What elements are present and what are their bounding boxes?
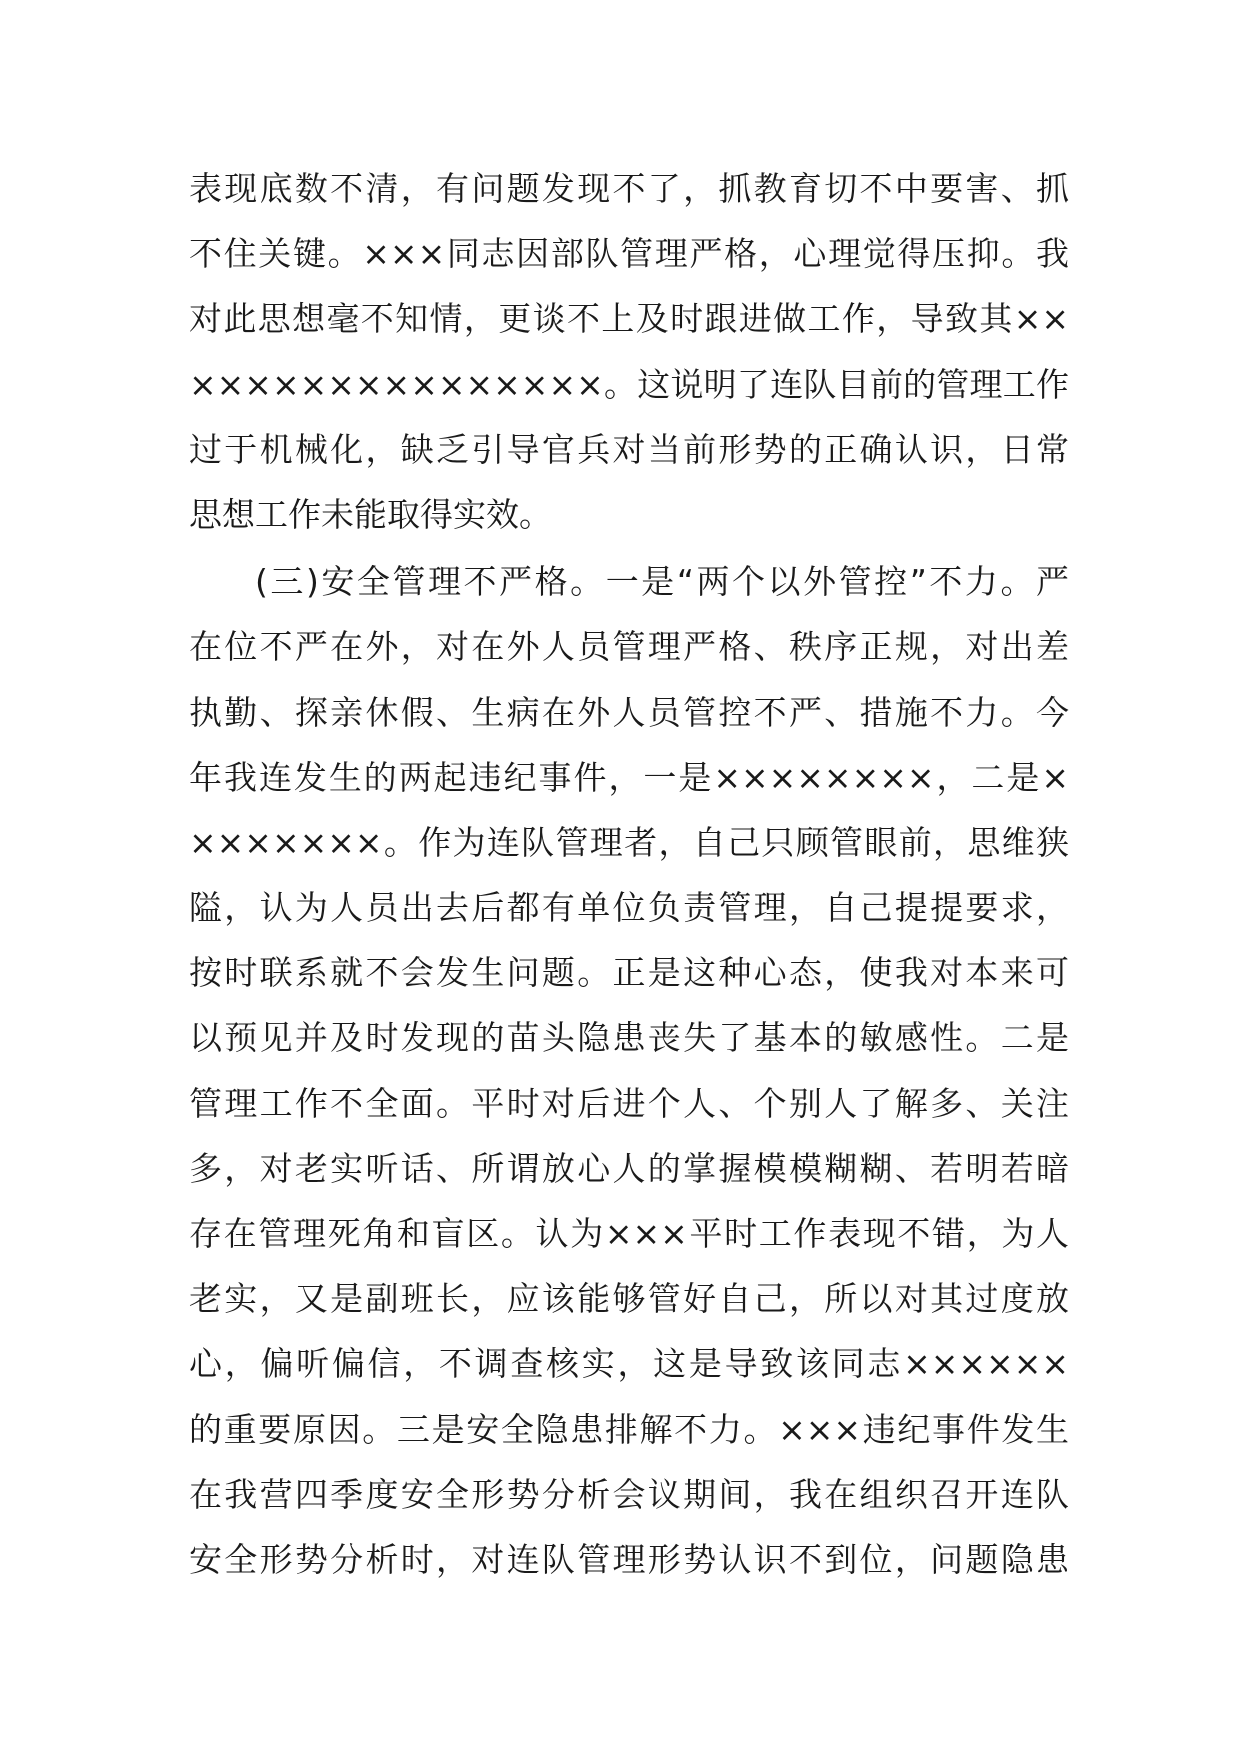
text-line: 不住关键。×××同志因部队管理严格，心理觉得压抑。我 <box>189 234 1069 274</box>
text-line: 安全形势分析时，对连队管理形势认识不到位，问题隐患 <box>189 1539 1069 1579</box>
text-line: 表现底数不清，有问题发现不了，抓教育切不中要害、抓 <box>189 169 1069 208</box>
paragraph-1 <box>189 165 1069 556</box>
paragraph-2 <box>189 558 1069 1601</box>
text-line: 多，对老实听话、所谓放心人的掌握模模糊糊、若明若暗 <box>189 1148 1069 1188</box>
text-line: 老实，又是副班长，应该能够管好自己，所以对其过度放 <box>189 1279 1069 1319</box>
text-line: ×××××××。作为连队管理者，自己只顾管眼前，思维狭 <box>189 822 1069 862</box>
text-line: 的重要原因。三是安全隐患排解不力。×××违纪事件发生 <box>189 1409 1069 1449</box>
text-line: 在位不严在外，对在外人员管理严格、秩序正规，对出差 <box>189 627 1069 667</box>
text-line: 执勤、探亲休假、生病在外人员管控不严、措施不力。今 <box>189 692 1069 732</box>
text-line: ×××××××××××××××。这说明了连队目前的管理工作 <box>189 364 1069 404</box>
text-line: 以预见并及时发现的苗头隐患丧失了基本的敏感性。二是 <box>189 1018 1069 1058</box>
text-line: (三)安全管理不严格。一是“两个以外管控”不力。严 <box>255 562 1069 602</box>
document-body <box>189 165 1069 1601</box>
text-line: 按时联系就不会发生问题。正是这种心态，使我对本来可 <box>189 953 1069 993</box>
text-line: 存在管理死角和盲区。认为×××平时工作表现不错，为人 <box>189 1214 1069 1253</box>
text-line: 对此思想毫不知情，更谈不上及时跟进做工作，导致其×× <box>189 299 1069 339</box>
text-line: 过于机械化，缺乏引导官兵对当前形势的正确认识，日常 <box>189 429 1069 469</box>
text-line: 在我营四季度安全形势分析会议期间，我在组织召开连队 <box>189 1474 1069 1514</box>
text-line: 年我连发生的两起违纪事件，一是××××××××，二是× <box>189 757 1069 797</box>
text-line: 思想工作未能取得实效。 <box>189 494 552 534</box>
text-line: 隘，认为人员出去后都有单位负责管理，自己提提要求， <box>189 888 1069 928</box>
text-line: 心，偏听偏信，不调查核实，这是导致该同志×××××× <box>189 1344 1069 1384</box>
text-line: 管理工作不全面。平时对后进个人、个别人了解多、关注 <box>189 1083 1069 1123</box>
